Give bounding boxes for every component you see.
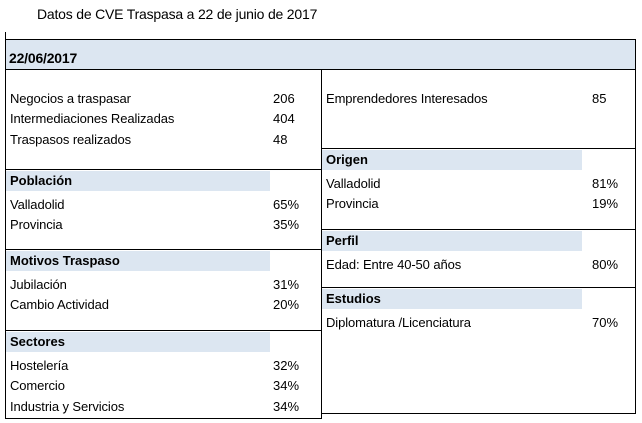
section-sectores (5, 330, 322, 419)
table-row (6, 274, 321, 295)
section-origen (321, 148, 636, 230)
date-header-cell: 22/06/2017 (5, 39, 636, 70)
row-label: Hostelería (10, 357, 69, 373)
row-value: 70% (592, 314, 619, 330)
row-value: 19% (592, 196, 619, 212)
table-columns (5, 70, 636, 419)
row-label: Industria y Servicios (10, 398, 125, 414)
row-value: 206 (273, 90, 295, 106)
row-value: 35% (273, 217, 300, 233)
row-label: Negocios a traspasar (10, 90, 131, 106)
row-label: Valladolid (326, 175, 381, 191)
section-motivos-traspaso (5, 249, 322, 331)
table-row (322, 173, 635, 194)
table-row (6, 396, 321, 417)
table-row (322, 254, 635, 275)
row-value: 48 (273, 131, 288, 147)
section-header: Origen (322, 150, 582, 170)
page-title: Datos de CVE Traspasa a 22 de junio de 2017 (37, 6, 318, 22)
row-label: Valladolid (10, 196, 65, 212)
row-label: Edad: Entre 40-50 años (326, 256, 462, 272)
row-value: 34% (273, 378, 300, 394)
table-row (6, 194, 321, 215)
table-row (6, 295, 321, 316)
data-table (5, 39, 636, 419)
table-row (6, 376, 321, 397)
section-header: Población (6, 171, 270, 191)
section-header: Perfil (322, 231, 582, 251)
row-label: Jubilación (10, 276, 67, 292)
row-label: Provincia (10, 217, 63, 233)
right-column (321, 69, 636, 414)
table-row (6, 109, 321, 130)
section-perfil (321, 229, 636, 288)
table-row (6, 129, 321, 150)
section-header: Sectores (6, 332, 270, 352)
left-column (5, 69, 322, 419)
row-value: 81% (592, 175, 619, 191)
table-row (6, 88, 321, 109)
table-row (322, 88, 635, 109)
section-header: Estudios (322, 289, 582, 309)
section-totals (5, 69, 322, 170)
row-value: 85 (592, 90, 607, 106)
row-label: Intermediaciones Realizadas (10, 111, 175, 127)
section-estudios (321, 287, 636, 414)
section-emprendedores (321, 69, 636, 149)
table-row (322, 312, 635, 333)
row-label: Provincia (326, 196, 379, 212)
row-value: 404 (273, 111, 295, 127)
row-label: Traspasos realizados (10, 131, 132, 147)
row-label: Diplomatura /Licenciatura (326, 314, 471, 330)
row-label: Cambio Actividad (10, 297, 109, 313)
row-value: 32% (273, 357, 300, 373)
row-value: 80% (592, 256, 619, 272)
row-label: Emprendedores Interesados (326, 90, 488, 106)
table-row (6, 215, 321, 236)
row-value: 31% (273, 276, 300, 292)
section-poblacion (5, 169, 322, 250)
table-row (6, 355, 321, 376)
row-value: 65% (273, 196, 300, 212)
row-value: 20% (273, 297, 300, 313)
section-header: Motivos Traspaso (6, 251, 270, 271)
row-label: Comercio (10, 378, 65, 394)
table-row (322, 194, 635, 215)
row-value: 34% (273, 398, 300, 414)
